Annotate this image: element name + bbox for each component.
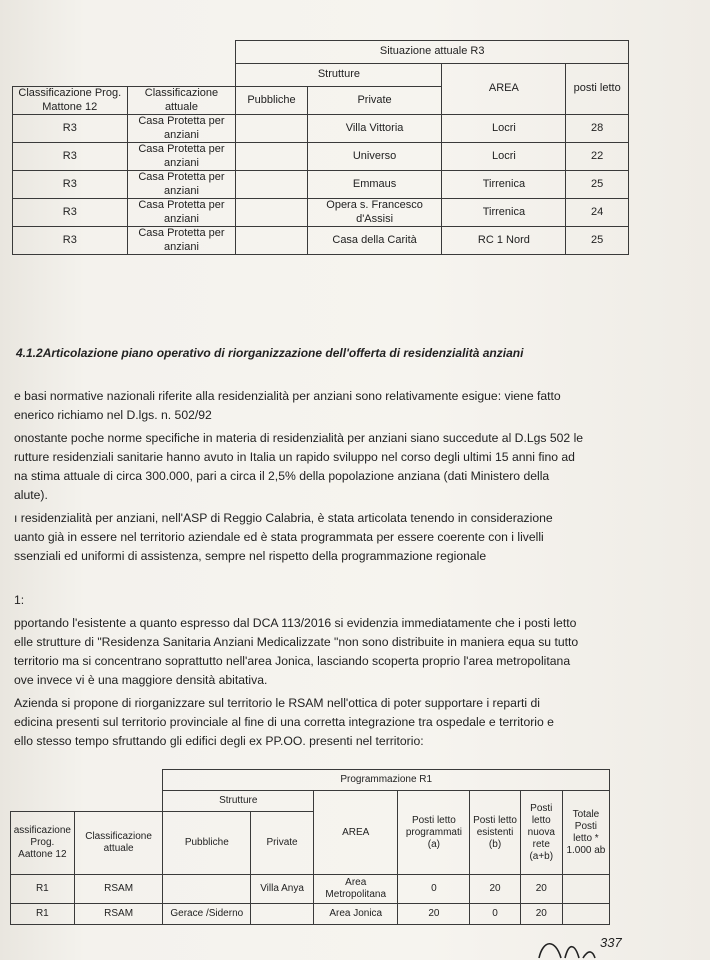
table-row [13,115,629,143]
paragraph-line: Azienda si propone di riorganizzare sul territorio le RSAM nell'ottica di poter supportare i reparti di [14,696,540,710]
classificazione-attuale-header: Classificazione attuale [74,812,163,875]
totale-posti-header: Totale Posti letto * 1.000 ab [562,791,609,875]
attuale-cell: Casa Protetta per anziani [127,227,236,255]
private-cell: Villa Vittoria [307,115,442,143]
area-cell: Area Jonica [314,904,398,925]
signature-scribble [535,930,655,960]
posti-programmati-header: Posti letto programmati (a) [398,791,470,875]
table-row [11,904,610,925]
private-cell: Universo [307,143,442,171]
paragraph-line: ello stesso tempo sfruttando gli edifici degli ex PP.OO. presenti nel territorio: [14,734,424,748]
area-cell: RC 1 Nord [442,227,566,255]
table-row [13,143,629,171]
area-cell: Locri [442,115,566,143]
page-number: 337 [600,935,622,950]
paragraph-line: ı residenzialità per anziani, nell'ASP di Reggio Calabria, è stata articolata tenendo in considerazione [14,511,553,525]
classificazione-prog-header: assificazione Prog. Aattone 12 [11,812,75,875]
paragraph-line: uanto già in essere nel territorio aziendale ed è stata programmata per essere coerente con i livelli [14,530,544,544]
programmazione-header: Programmazione R1 [163,770,610,791]
pubbliche-cell [236,199,307,227]
classificazione-attuale-header: Classificazione attuale [127,87,236,115]
paragraph-line: enerico richiamo nel D.lgs. n. 502/92 [14,408,212,422]
paragraph-line: rutture residenziali sanitarie hanno avuto in Italia un rapido sviluppo nel corso degli ultimi 15 anni fino ad [14,450,575,464]
nuova-rete-cell: 20 [520,875,562,904]
posti-cell: 24 [566,199,629,227]
classificazione-prog-header: Classificazione Prog. Mattone 12 [13,87,128,115]
paragraph-line: edicina presenti sul territorio provinciale al fine di una corretta integrazione tra ospedale e territorio e [14,715,554,729]
pubbliche-header: Pubbliche [163,812,251,875]
paragraph-line: territorio ma si concentrano soprattutto nell'area Jonica, lasciando scoperta proprio l'area metropolitana [14,654,571,668]
pubbliche-cell [236,171,307,199]
paragraph-label: 1: [14,593,25,607]
esistenti-cell: 0 [470,904,520,925]
posti-cell: 28 [566,115,629,143]
area-cell: Tirrenica [442,199,566,227]
private-header: Private [307,87,442,115]
attuale-cell: Casa Protetta per anziani [127,199,236,227]
section-heading: 4.1.2Articolazione piano operativo di riorganizzazione dell'offerta di residenzialità anziani [16,346,524,360]
area-cell: Area Metropolitana [314,875,398,904]
posti-letto-header: posti letto [566,64,629,115]
programmati-cell: 0 [398,875,470,904]
posti-esistenti-header: Posti letto esistenti (b) [470,791,520,875]
programmazione-table [10,769,610,925]
pubbliche-cell [163,875,251,904]
prog-cell: R3 [13,227,128,255]
strutture-header: Strutture [163,791,314,812]
situazione-attuale-table [12,40,629,255]
private-cell: Opera s. Francesco d'Assisi [307,199,442,227]
table-row [11,875,610,904]
attuale-cell: RSAM [74,904,163,925]
attuale-cell: Casa Protetta per anziani [127,115,236,143]
posti-cell: 25 [566,171,629,199]
totale-cell [562,904,609,925]
totale-cell [562,875,609,904]
paragraph-line: e basi normative nazionali riferite alla residenzialità per anziani sono relativamente esigue: viene fatto [14,389,561,403]
private-cell: Villa Anya [251,875,314,904]
posti-cell: 25 [566,227,629,255]
paragraph-line: ove invece vi è una maggiore densità abitativa. [14,673,268,687]
table-row [13,227,629,255]
posti-cell: 22 [566,143,629,171]
prog-cell: R3 [13,199,128,227]
attuale-cell: Casa Protetta per anziani [127,171,236,199]
private-cell [251,904,314,925]
area-cell: Locri [442,143,566,171]
situazione-header: Situazione attuale R3 [236,41,629,64]
paragraph-line: elle strutture di "Residenza Sanitaria Anziani Medicalizzate "non sono distribuite in maniera equa su tutto [14,635,579,649]
area-header: AREA [314,791,398,875]
prog-cell: R3 [13,143,128,171]
pubbliche-header: Pubbliche [236,87,307,115]
paragraph-line: onostante poche norme specifiche in materia di residenzialità per anziani siano succedute al D.Lgs 502 le [14,431,584,445]
pubbliche-cell [236,143,307,171]
esistenti-cell: 20 [470,875,520,904]
paragraph-line: na stima attuale di circa 300.000, pari a circa il 2,5% della popolazione anziana (dati Ministero della [14,469,550,483]
area-cell: Tirrenica [442,171,566,199]
pubbliche-cell [236,115,307,143]
private-cell: Emmaus [307,171,442,199]
private-header: Private [251,812,314,875]
paragraph-line: pportando l'esistente a quanto espresso dal DCA 113/2016 si evidenzia immediatamente che i posti letto [14,616,577,630]
posti-nuova-rete-header: Posti letto nuova rete (a+b) [520,791,562,875]
table-row [13,171,629,199]
paragraph-line: alute). [14,488,48,502]
strutture-header: Strutture [236,64,442,87]
pubbliche-cell: Gerace /Siderno [163,904,251,925]
programmati-cell: 20 [398,904,470,925]
table-row [13,199,629,227]
pubbliche-cell [236,227,307,255]
paragraph-line: ssenziali ed uniformi di assistenza, sempre nel rispetto della programmazione regionale [14,549,487,563]
prog-cell: R1 [11,875,75,904]
private-cell: Casa della Carità [307,227,442,255]
prog-cell: R1 [11,904,75,925]
attuale-cell: RSAM [74,875,163,904]
prog-cell: R3 [13,115,128,143]
attuale-cell: Casa Protetta per anziani [127,143,236,171]
area-header: AREA [442,64,566,115]
prog-cell: R3 [13,171,128,199]
nuova-rete-cell: 20 [520,904,562,925]
